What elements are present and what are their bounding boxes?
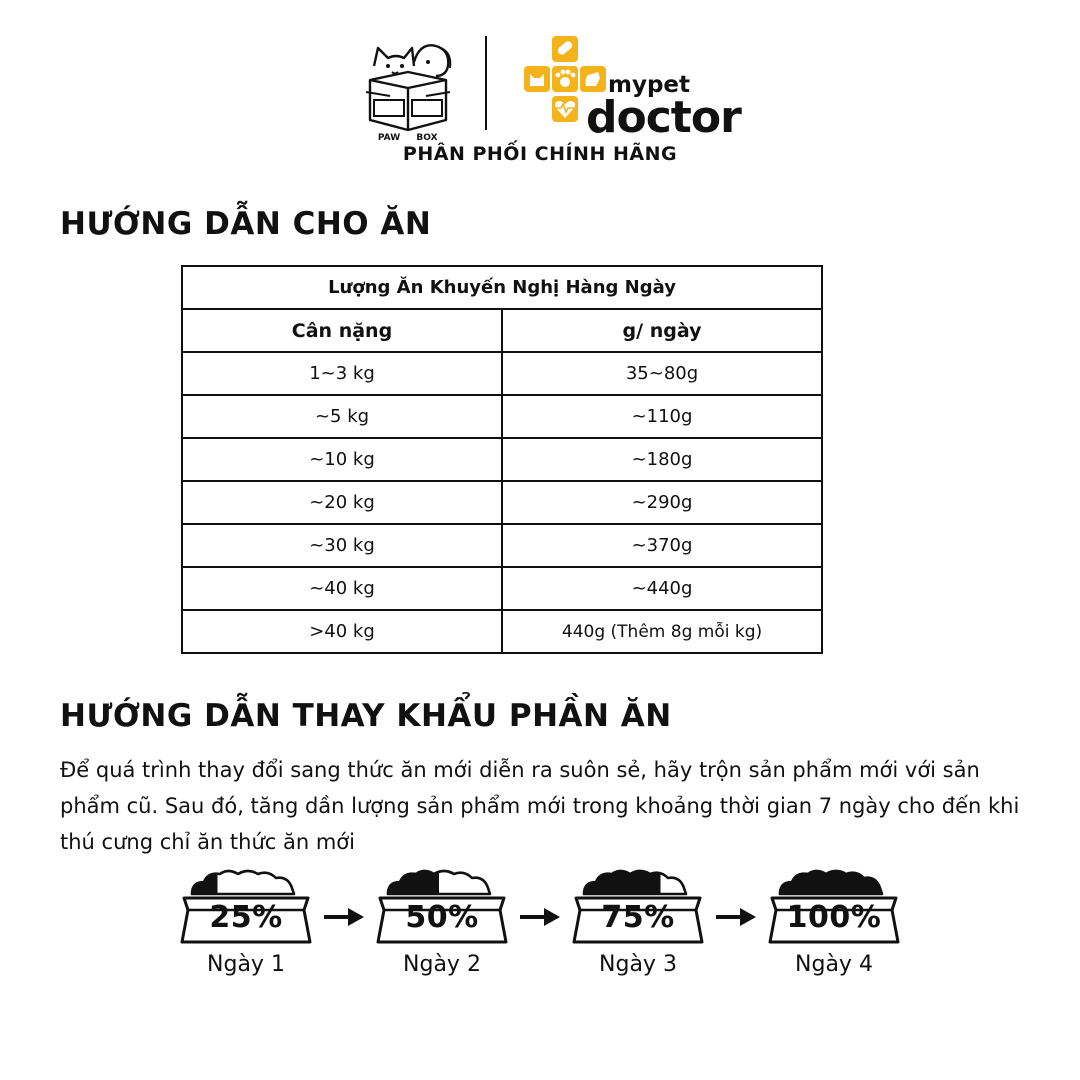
step-day-label: Ngày 4 bbox=[795, 952, 873, 977]
weight-cell: ~20 kg bbox=[182, 481, 502, 524]
mypet-wordmark: mypet bbox=[608, 72, 691, 98]
table-row bbox=[182, 438, 822, 481]
step-percent: 25% bbox=[209, 900, 283, 935]
distributor-tagline: PHÂN PHỐI CHÍNH HÃNG bbox=[402, 143, 678, 165]
table-title-row bbox=[182, 266, 822, 309]
table-row bbox=[182, 610, 822, 653]
feeding-heading: HƯỚNG DẪN CHO ĂN bbox=[60, 206, 432, 242]
amount-cell: ~110g bbox=[502, 395, 822, 438]
table-header-row bbox=[182, 309, 822, 352]
pawbox-logo bbox=[360, 36, 456, 132]
logo-divider bbox=[485, 36, 487, 130]
step-day-label: Ngày 3 bbox=[599, 952, 677, 977]
feeding-table bbox=[181, 265, 823, 654]
step-percent: 75% bbox=[601, 900, 675, 935]
column-header-weight: Cân nặng bbox=[182, 309, 502, 352]
table-title: Lượng Ăn Khuyến Nghị Hàng Ngày bbox=[182, 266, 822, 309]
step-day-3 bbox=[568, 866, 708, 986]
transition-heading: HƯỚNG DẪN THAY KHẨU PHẦN ĂN bbox=[60, 698, 672, 734]
table-row bbox=[182, 352, 822, 395]
weight-cell: ~40 kg bbox=[182, 567, 502, 610]
table-row bbox=[182, 395, 822, 438]
transition-paragraph: Để quá trình thay đổi sang thức ăn mới diễn ra suôn sẻ, hãy trộn sản phẩm mới với sản phẩm cũ. Sau đó, tăng dần lượng sản phẩm mới trong khoảng thời gian 7 ngày cho đến khi thú cưng chỉ ăn thức ăn mới bbox=[60, 758, 1020, 854]
weight-cell: ~30 kg bbox=[182, 524, 502, 567]
table-row bbox=[182, 567, 822, 610]
pawbox-word-1: PAW bbox=[377, 133, 401, 143]
column-header-amount: g/ ngày bbox=[502, 309, 822, 352]
amount-cell: ~290g bbox=[502, 481, 822, 524]
weight-cell: ~10 kg bbox=[182, 438, 502, 481]
weight-cell: ~5 kg bbox=[182, 395, 502, 438]
doctor-wordmark: doctor bbox=[586, 92, 741, 143]
arrow-right-icon bbox=[322, 906, 366, 928]
step-percent: 50% bbox=[405, 900, 479, 935]
arrow-right-icon bbox=[518, 906, 562, 928]
amount-cell: 440g (Thêm 8g mỗi kg) bbox=[502, 610, 822, 653]
amount-cell: ~180g bbox=[502, 438, 822, 481]
amount-cell: ~370g bbox=[502, 524, 822, 567]
table-row bbox=[182, 481, 822, 524]
amount-cell: ~440g bbox=[502, 567, 822, 610]
pawbox-word-2: BOX bbox=[416, 133, 438, 143]
step-percent: 100% bbox=[786, 900, 882, 935]
brand-header bbox=[0, 34, 1080, 143]
step-day-2 bbox=[372, 866, 512, 986]
step-day-4 bbox=[764, 866, 904, 986]
weight-cell: 1~3 kg bbox=[182, 352, 502, 395]
arrow-right-icon bbox=[714, 906, 758, 928]
amount-cell: 35~80g bbox=[502, 352, 822, 395]
table-row bbox=[182, 524, 822, 567]
weight-cell: >40 kg bbox=[182, 610, 502, 653]
step-day-label: Ngày 1 bbox=[207, 952, 285, 977]
step-day-label: Ngày 2 bbox=[403, 952, 481, 977]
step-day-1 bbox=[176, 866, 316, 986]
transition-steps bbox=[0, 866, 1080, 996]
